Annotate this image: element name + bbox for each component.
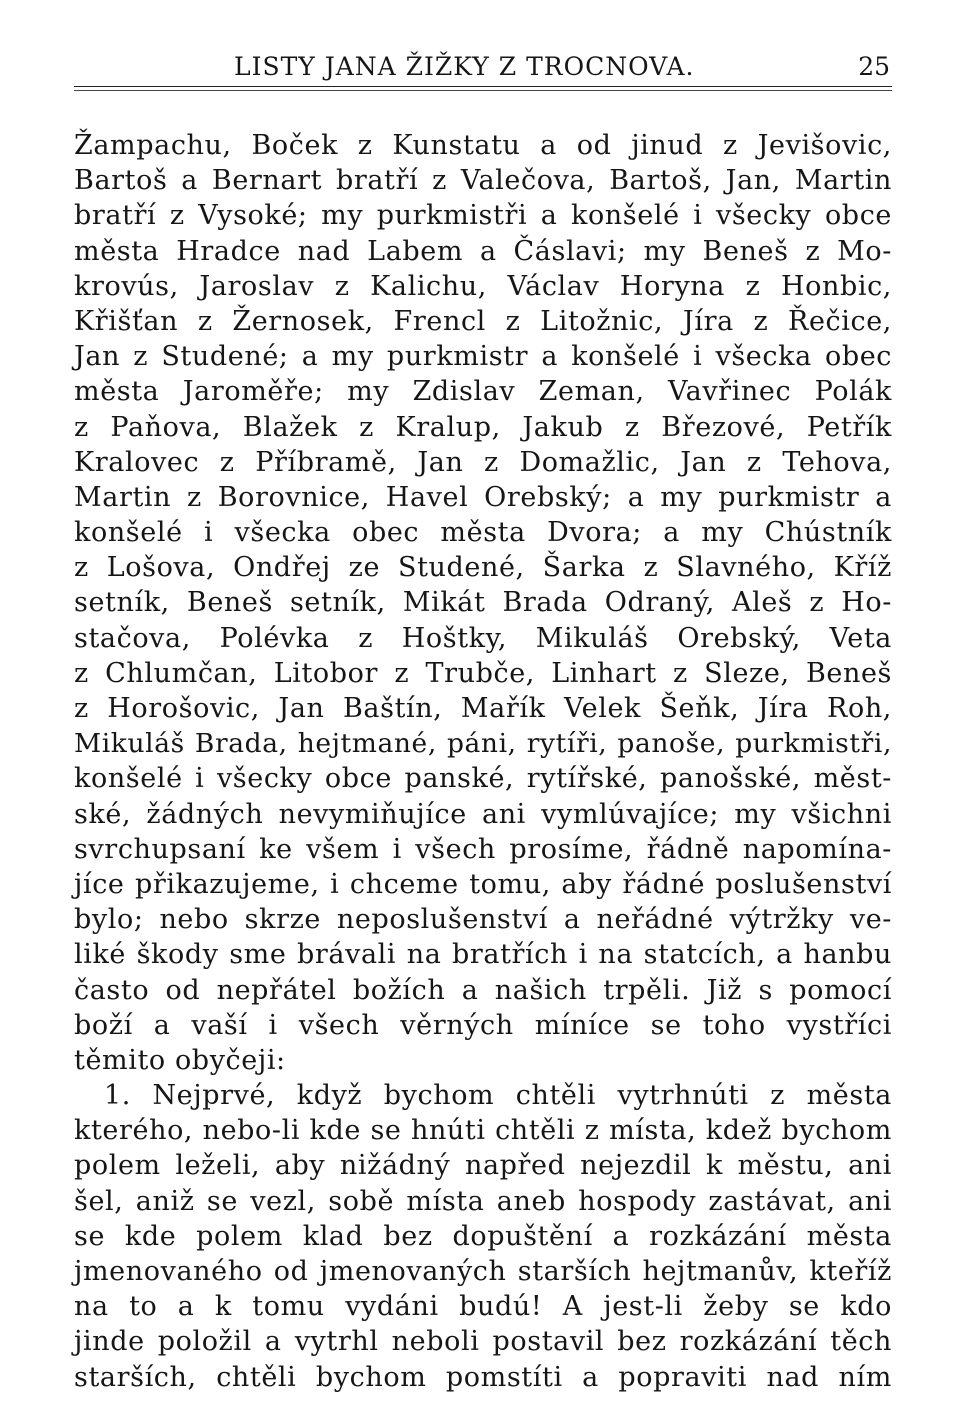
text-line: kterého, nebo-li kde se hnúti chtěli z místa, kdež bychom (74, 1115, 892, 1147)
text-line: bylo; nebo skrze neposlušenství a neřádné výtržky ve- (74, 904, 892, 936)
text-line: města Jaroměře; my Zdislav Zeman, Vavřinec Polák (74, 376, 892, 408)
text-line: z Chlumčan, Litobor z Trubče, Linhart z Sleze, Beneš (74, 657, 892, 689)
paragraph (74, 128, 892, 1078)
text-line: Žampachu, Boček z Kunstatu a od jinud z Jevišovic, (74, 130, 892, 161)
text-line: 1. Nejprvé, když bychom chtěli vytrhnúti z města (104, 1080, 892, 1112)
header-rule (74, 86, 892, 87)
text-line: setník, Beneš setník, Mikát Brada Odraný, Aleš z Ho- (74, 587, 892, 619)
header-rule-secondary (74, 90, 892, 91)
text-line: jíce přikazujeme, i chceme tomu, aby řádné poslušenství (74, 868, 892, 900)
text-line: z Horošovic, Jan Baštín, Mařík Velek Šeňk, Jíra Roh, (74, 693, 892, 724)
text-line: města Hradce nad Labem a Čáslavi; my Beneš z Mo- (74, 235, 892, 267)
text-line: z Lošova, Ondřej ze Studené, Šarka z Slavného, Kříž (74, 552, 892, 584)
text-line: liké škody sme brávali na bratřích i na statcích, a hanbu (74, 939, 892, 971)
text-line: konšelé i všecky obce panské, rytířské, panošské, měst- (74, 763, 892, 795)
text-line: jinde položil a vytrhl neboli postavil bez rozkázání těch (74, 1326, 892, 1358)
running-title: LISTY JANA ŽIŽKY Z TROCNOVA. (234, 52, 695, 81)
text-line: jmenovaného od jmenovaných starších hejtmanův, kteříž (74, 1256, 892, 1287)
text-line: boží a vaší i všech věrných míníce se toho vystříci (74, 1009, 892, 1041)
text-line: Kralovec z Příbramě, Jan z Domažlic, Jan z Tehova, (74, 446, 892, 478)
text-line: se kde polem klad bez dopuštění a rozkázání města (74, 1220, 892, 1252)
page-number: 25 (858, 52, 890, 81)
text-line: krovús, Jaroslav z Kalichu, Václav Horyna z Honbic, (74, 270, 892, 302)
page-header (74, 50, 892, 86)
text-line: na to a k tomu vydáni budú! A jest-li žeby se kdo (74, 1291, 892, 1323)
text-line: z Paňova, Blažek z Kralup, Jakub z Březové, Petřík (74, 411, 892, 443)
text-line: bratří z Vysoké; my purkmistři a konšelé i všecky obce (74, 200, 892, 232)
body-text (74, 128, 892, 1395)
text-line: svrchupsaní ke všem i všech prosíme, řádně napomína- (74, 833, 892, 865)
text-line: konšelé i všecka obec města Dvora; a my Chústník (74, 517, 892, 549)
text-line: Jan z Studené; a my purkmistr a konšelé i všecka obec (74, 341, 892, 373)
text-line: Mikuláš Brada, hejtmané, páni, rytíři, panoše, purkmistři, (74, 728, 892, 760)
text-line: polem leželi, aby nižádný napřed nejezdil k městu, ani (74, 1150, 892, 1182)
paragraph (74, 1078, 892, 1395)
text-line: Bartoš a Bernart bratří z Valečova, Bartoš, Jan, Martin (74, 165, 892, 197)
text-line: šel, aniž se vezl, sobě místa aneb hospody zastávat, ani (74, 1185, 892, 1217)
text-line: Křišťan z Žernosek, Frencl z Litožnic, Jíra z Řečice, (74, 305, 892, 337)
text-line: Martin z Borovnice, Havel Orebský; a my purkmistr a (74, 481, 892, 513)
text-line: starších, chtěli bychom pomstíti a popraviti nad ním (74, 1361, 892, 1393)
text-line: ské, žádných nevymiňujíce ani vymlúvajíce; my všichni (74, 798, 892, 830)
text-line: těmito obyčeji: (74, 1044, 286, 1076)
text-line: často od nepřátel božích a našich trpěli. Již s pomocí (74, 974, 892, 1006)
text-line: stačova, Polévka z Hoštky, Mikuláš Orebský, Veta (74, 622, 892, 654)
